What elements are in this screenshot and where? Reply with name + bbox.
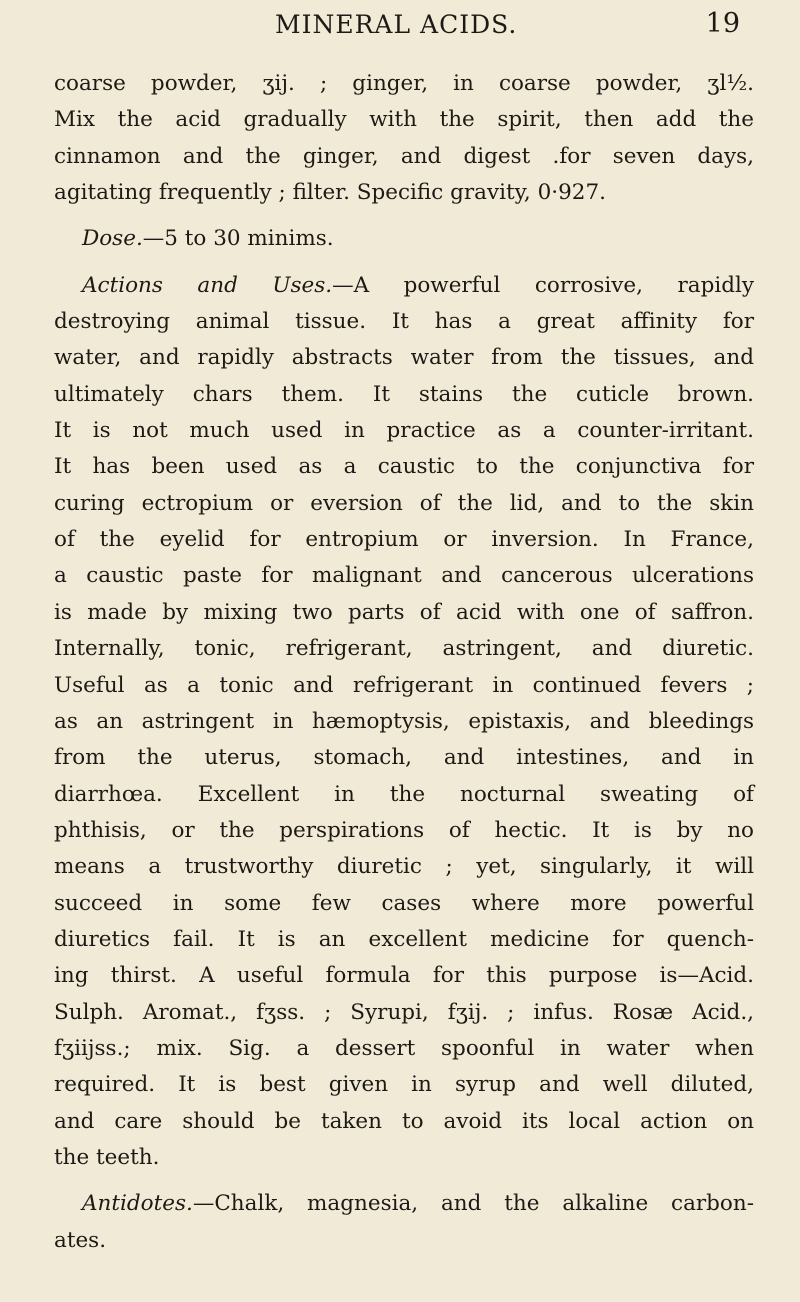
- dose-label: Dose.: [82, 226, 143, 252]
- text-line: ultimately chars them. It stains the cuticle brown.: [54, 381, 754, 407]
- text-line: Sulph. Aromat., fʒss. ; Syrupi, fʒij. ; infus. Rosæ Acid.,: [54, 999, 754, 1025]
- text-line: and care should be taken to avoid its local action on: [54, 1108, 754, 1134]
- text-line: is made by mixing two parts of acid with one of saffron.: [54, 599, 754, 625]
- text-line: coarse powder, ʒij. ; ginger, in coarse powder, ʒl½.: [54, 71, 754, 96]
- text-line: the teeth.: [54, 1144, 160, 1170]
- text-line: means a trustworthy diuretic ; yet, singularly, it will: [54, 854, 754, 880]
- text-line: curing ectropium or eversion of the lid, and to the skin: [54, 490, 754, 516]
- text-line: water, and rapidly abstracts water from the tissues, and: [54, 345, 754, 371]
- text-line: ing thirst. A useful formula for this purpose is—Acid.: [54, 963, 754, 989]
- antidotes-label: Antidotes.: [82, 1191, 193, 1217]
- text-line: a caustic paste for malignant and cancerous ulcerations: [54, 563, 754, 589]
- text-line: diarrhœa. Excellent in the nocturnal sweating of: [54, 781, 754, 807]
- actions-first-line-text: —A powerful corrosive, rapidly: [332, 272, 754, 298]
- paragraph-actions-and-uses: [54, 268, 754, 1177]
- text-line: Useful as a tonic and refrigerant in continued fevers ;: [54, 672, 754, 698]
- text-line: Internally, tonic, refrigerant, astringent, and diuretic.: [54, 636, 754, 662]
- antidotes-first-line-text: —Chalk, magnesia, and the alkaline carbon-: [192, 1191, 754, 1217]
- text-line: phthisis, or the perspirations of hectic. It is by no: [54, 817, 754, 843]
- text-line: from the uterus, stomach, and intestines, and in: [54, 745, 754, 771]
- actions-label: Actions and Uses.: [82, 272, 333, 298]
- text-line: required. It is best given in syrup and well diluted,: [54, 1072, 754, 1098]
- text-line: [54, 1186, 754, 1222]
- text-line: of the eyelid for entropium or inversion. In France,: [54, 527, 754, 553]
- text-line: It is not much used in practice as a counter-irritant.: [54, 418, 754, 444]
- text-line: succeed in some few cases where more powerful: [54, 890, 754, 916]
- dose-line: [54, 221, 754, 257]
- text-line: diuretics fail. It is an excellent medicine for quench-: [54, 926, 754, 952]
- text-line: as an astringent in hæmoptysis, epistaxis, and bleedings: [54, 708, 754, 734]
- text-line: It has been used as a caustic to the conjunctiva for: [54, 454, 754, 480]
- text-line: ates.: [54, 1227, 107, 1253]
- paragraph-antidotes: [54, 1186, 754, 1259]
- dose-text: —5 to 30 minims.: [142, 226, 334, 252]
- text-line: fʒiijss.; mix. Sig. a dessert spoonful in water when: [54, 1035, 754, 1061]
- text-line: cinnamon and the ginger, and digest .for seven days,: [54, 143, 754, 169]
- text-line: agitating frequently ; filter. Specific gravity, 0·927.: [54, 180, 606, 206]
- paragraph-preparation: [54, 66, 754, 211]
- running-head: MINERAL ACIDS.: [275, 10, 518, 39]
- body-text: [54, 66, 754, 1259]
- page-number: 19: [705, 8, 740, 39]
- text-line: [54, 268, 754, 304]
- text-line: destroying animal tissue. It has a great affinity for: [54, 309, 754, 335]
- text-line: Mix the acid gradually with the spirit, then add the: [54, 107, 754, 133]
